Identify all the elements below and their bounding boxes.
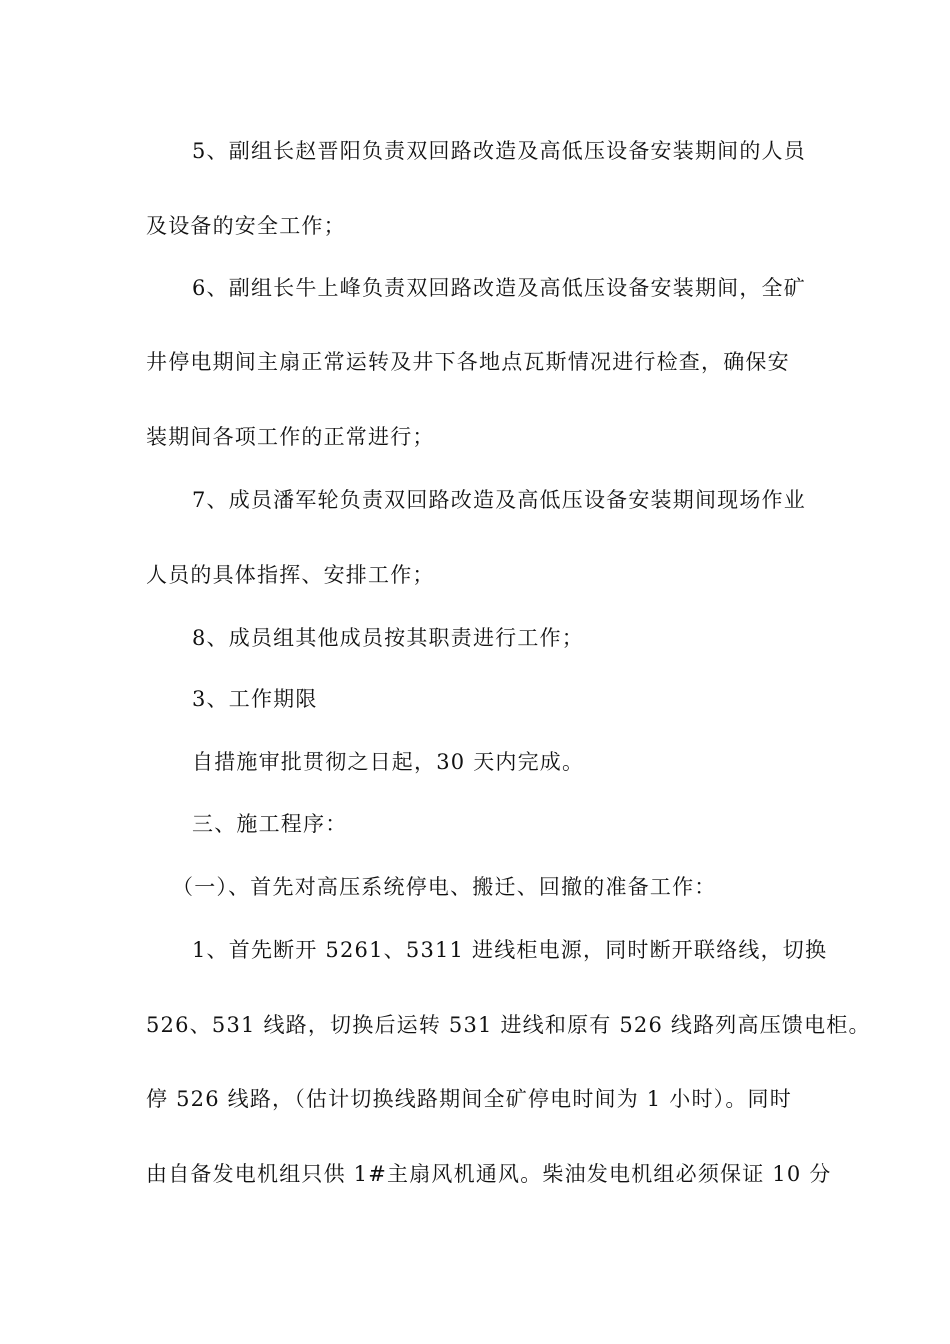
paragraph-line: 8、成员组其他成员按其职责进行工作；: [192, 626, 584, 650]
subsection-heading: （一）、首先对高压系统停电、搬迁、回撤的准备工作：: [172, 875, 717, 899]
section-heading: 三、施工程序：: [192, 812, 348, 836]
paragraph-line: 5、副组长赵晋阳负责双回路改造及高低压设备安装期间的人员: [192, 139, 806, 163]
paragraph-line: 及设备的安全工作；: [146, 214, 346, 238]
paragraph-line: 526、531 线路，切换后运转 531 进线和原有 526 线路列高压馈电柜。: [146, 1013, 871, 1037]
paragraph-line: 装期间各项工作的正常进行；: [146, 425, 435, 449]
paragraph-line: 自措施审批贯彻之日起，30 天内完成。: [192, 750, 585, 774]
paragraph-line: 人员的具体指挥、安排工作；: [146, 563, 435, 587]
section-heading: 3、工作期限: [192, 687, 318, 711]
paragraph-line: 6、副组长牛上峰负责双回路改造及高低压设备安装期间，全矿: [192, 276, 806, 300]
paragraph-line: 停 526 线路，（估计切换线路期间全矿停电时间为 1 小时）。同时: [146, 1087, 792, 1111]
paragraph-line: 井停电期间主扇正常运转及井下各地点瓦斯情况进行检查，确保安: [146, 350, 790, 374]
paragraph-line: 由自备发电机组只供 1#主扇风机通风。柴油发电机组必须保证 10 分: [146, 1162, 832, 1186]
paragraph-line: 1、首先断开 5261、5311 进线柜电源，同时断开联络线，切换: [192, 938, 828, 962]
paragraph-line: 7、成员潘军轮负责双回路改造及高低压设备安装期间现场作业: [192, 488, 806, 512]
